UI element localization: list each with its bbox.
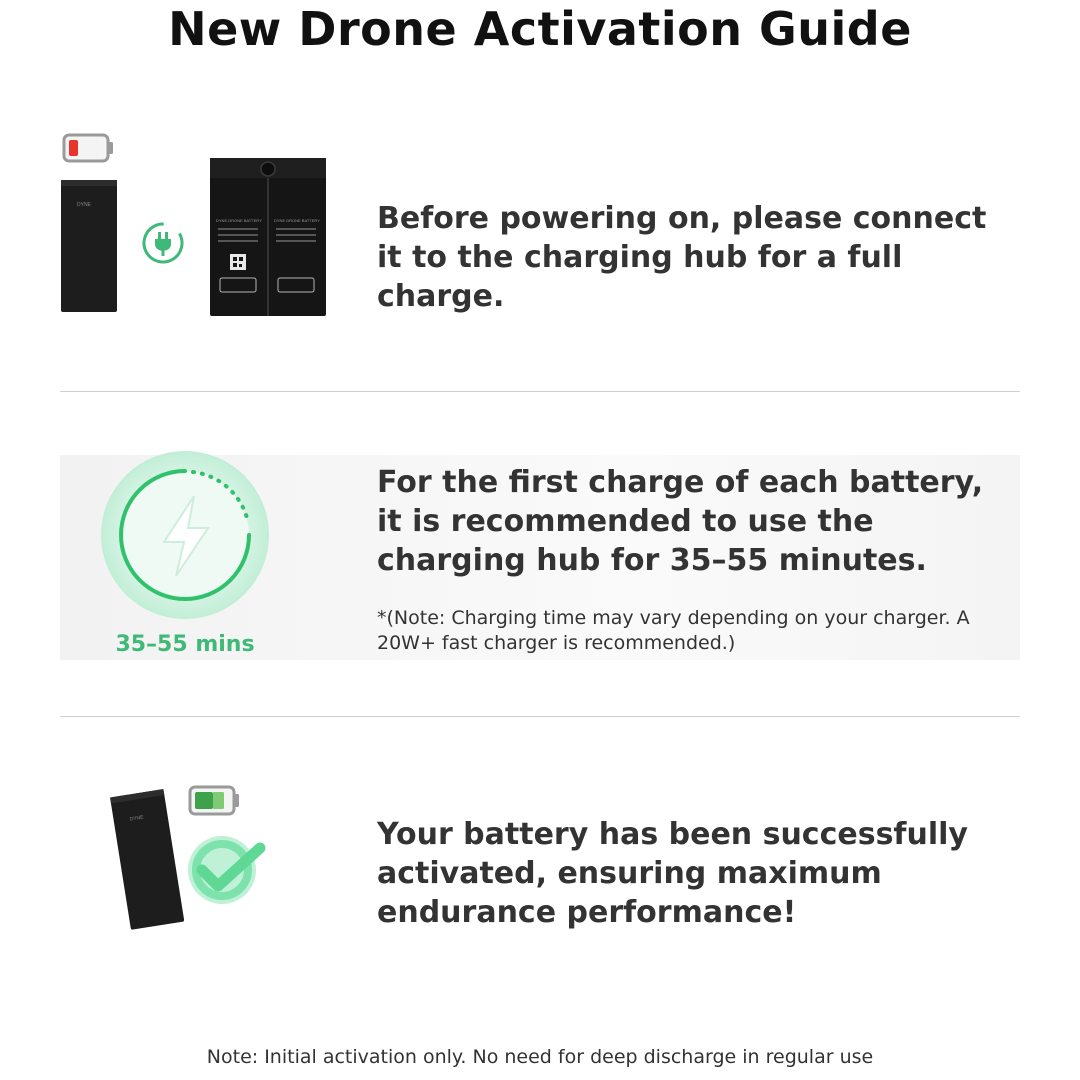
low-battery-icon (62, 132, 116, 164)
battery-brand-label: DYNE (129, 814, 144, 823)
hub-label-right: DYNE DRONE BATTERY (274, 218, 320, 223)
step-1-text: Before powering on, please connect it to the charging hub for a full charge. (377, 201, 987, 314)
step-3-text: Your battery has been successfully activated, ensuring maximum endurance performance! (377, 817, 968, 930)
hub-label-left: DYNE DRONE BATTERY (216, 218, 262, 223)
divider-1 (60, 391, 1020, 392)
battery-brand-label: DYNE (77, 202, 91, 208)
step-2-note: *(Note: Charging time may vary depending on your charger. A 20W+ fast charger is recommended.) (377, 607, 970, 654)
full-battery-icon (188, 784, 242, 818)
footer-note: Note: Initial activation only. No need for deep discharge in regular use (206, 1046, 874, 1068)
charging-plug-icon (140, 220, 186, 266)
divider-2 (60, 716, 1020, 717)
charging-hub-image (208, 156, 328, 318)
step-2-text: For the first charge of each battery, it is recommended to use the charging hub for 35–55 minutes. (377, 465, 984, 578)
charge-duration-label: 35–55 mins (115, 632, 255, 657)
page-title: New Drone Activation Guide (168, 2, 912, 56)
drone-battery-image (60, 178, 118, 314)
charging-timer-icon (98, 448, 272, 622)
